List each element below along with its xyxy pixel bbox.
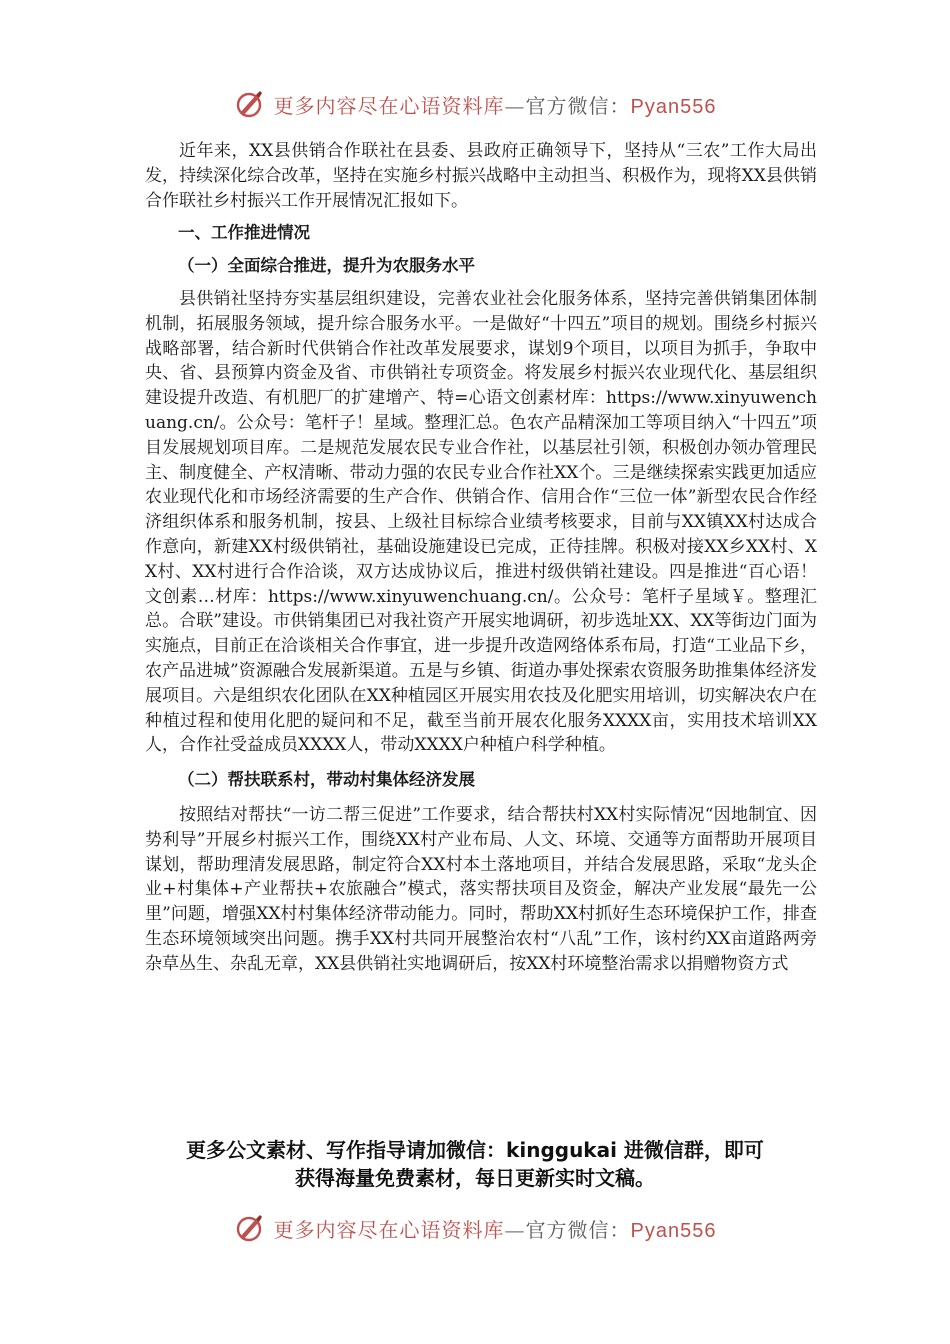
banner-site-text: 更多内容尽在心语资料库 <box>273 1217 505 1242</box>
footer-banner <box>0 1206 950 1250</box>
banner-separator: — <box>504 1217 526 1242</box>
footer-note-line-2: 获得海量免费素材，每日更新实时文稿。 <box>295 1166 655 1190</box>
document-body <box>145 139 817 977</box>
banner-site-text: 更多内容尽在心语资料库 <box>273 93 505 118</box>
banner-wechat-id: Pyan556 <box>630 1219 717 1242</box>
banner-wechat-label: 官方微信： <box>525 93 631 118</box>
banner-wechat-label: 官方微信： <box>525 1217 631 1242</box>
subsection-2-title: （二）帮扶联系村，带动村集体经济发展 <box>178 770 475 790</box>
pen-circle-logo-icon <box>234 1213 264 1243</box>
subsection-2-body: 按照结对帮扶“一访二帮三促进”工作要求，结合帮扶村XX村实际情况“因地制宜、因势利导”开展乡村振兴工作，围绕XX村产业布局、人文、环境、交通等方面帮助开展项目谋划，帮助理清发展思路，制定符合XX村本土落地项目，并结合发展思路，采取“龙头企业+村集体+产业帮扶+农旅融合”模式，落实帮扶项目及资金，解决产业发展“最先一公里”问题，增强XX村村集体经济带动能力。同时，帮助XX村抓好生态环境保护工作，排查生态环境领域突出问题。携手XX村共同开展整治农村“八乱”工作，该村约XX亩道路两旁杂草丛生、杂乱无章，XX县供销社实地调研后，按XX村环境整治需求以捐赠物资方式 <box>145 804 817 974</box>
subsection-1-body: 县供销社坚持夯实基层组织建设，完善农业社会化服务体系，坚持完善供销集团体制机制，拓展服务领域，提升综合服务水平。一是做好“十四五”项目的规划。围绕乡村振兴战略部署，结合新时代供销合作社改革发展要求，谋划9个项目，以项目为抓手，争取中央、省、县预算内资金及省、市供销社专项资金。将发展乡村振兴农业现代化、基层组织建设提升改造、有机肥厂的扩建增产、特=心语文创素材库：https://www.xinyuwenchuang.cn/。公众号：笔杆子！星域。整理汇总。色农产品精深加工等项目纳入“十四五”项目发展规划项目库。二是规范发展农民专业合作社，以基层社引领，积极创办领办管理民主、制度健全、产权清晰、带动力强的农民专业合作社XX个。三是继续探索实践更加适应农业现代化和市场经济需要的生产合作、供销合作、信用合作“三位一体”新型农民合作经济组织体系和服务机制，按县、上级社目标综合业绩考核要求，目前与XX镇XX村达成合作意向，新建XX村级供销社，基础设施建设已完成，正待挂牌。积极对接XX乡XX村、XX村、XX村进行合作洽谈，双方达成协议后，推进村级供销社建设。四是推进“百心语！文创素…材库：https://www.xinyuwenchuang.cn/。公众号：笔杆子星域￥。整理汇总。合联”建设。市供销集团已对我社资产开展实地调研，初步选址XX、XX等街边门面为实施点，目前正在洽谈相关合作事宜，进一步提升改造网络体系布局，打造“工业品下乡，农产品进城”资源融合发展新渠道。五是与乡镇、街道办事处探索农资服务助推集体经济发展项目。六是组织农化团队在XX种植园区开展实用农技及化肥实用培训，切实解决农户在种植过程和使用化肥的疑问和不足，截至当前开展农化服务XXXX亩，实用技术培训XX人，合作社受益成员XXXX人，带动XXXX户种植户科学种植。 <box>145 288 817 756</box>
footer-note-line-1: 更多公文素材、写作指导请加微信：kinggukai 进微信群，即可 <box>186 1138 764 1162</box>
banner-text <box>274 1214 717 1243</box>
intro-paragraph: 近年来，XX县供销合作联社在县委、县政府正确领导下，坚持从“三农”工作大局出发，持续深化综合改革，坚持在实施乡村振兴战略中主动担当、积极作为，现将XX县供销合作联社乡村振兴工作开展情况汇报如下。 <box>145 141 817 211</box>
section-1-title: 一、工作推进情况 <box>178 223 310 243</box>
subsection-1-title: （一）全面综合推进，提升为农服务水平 <box>178 256 475 276</box>
pen-circle-logo-icon <box>234 89 264 119</box>
banner-text <box>274 90 717 119</box>
header-banner <box>0 82 950 126</box>
banner-separator: — <box>504 93 526 118</box>
banner-wechat-id: Pyan556 <box>630 95 717 118</box>
footer-note <box>100 1136 850 1192</box>
